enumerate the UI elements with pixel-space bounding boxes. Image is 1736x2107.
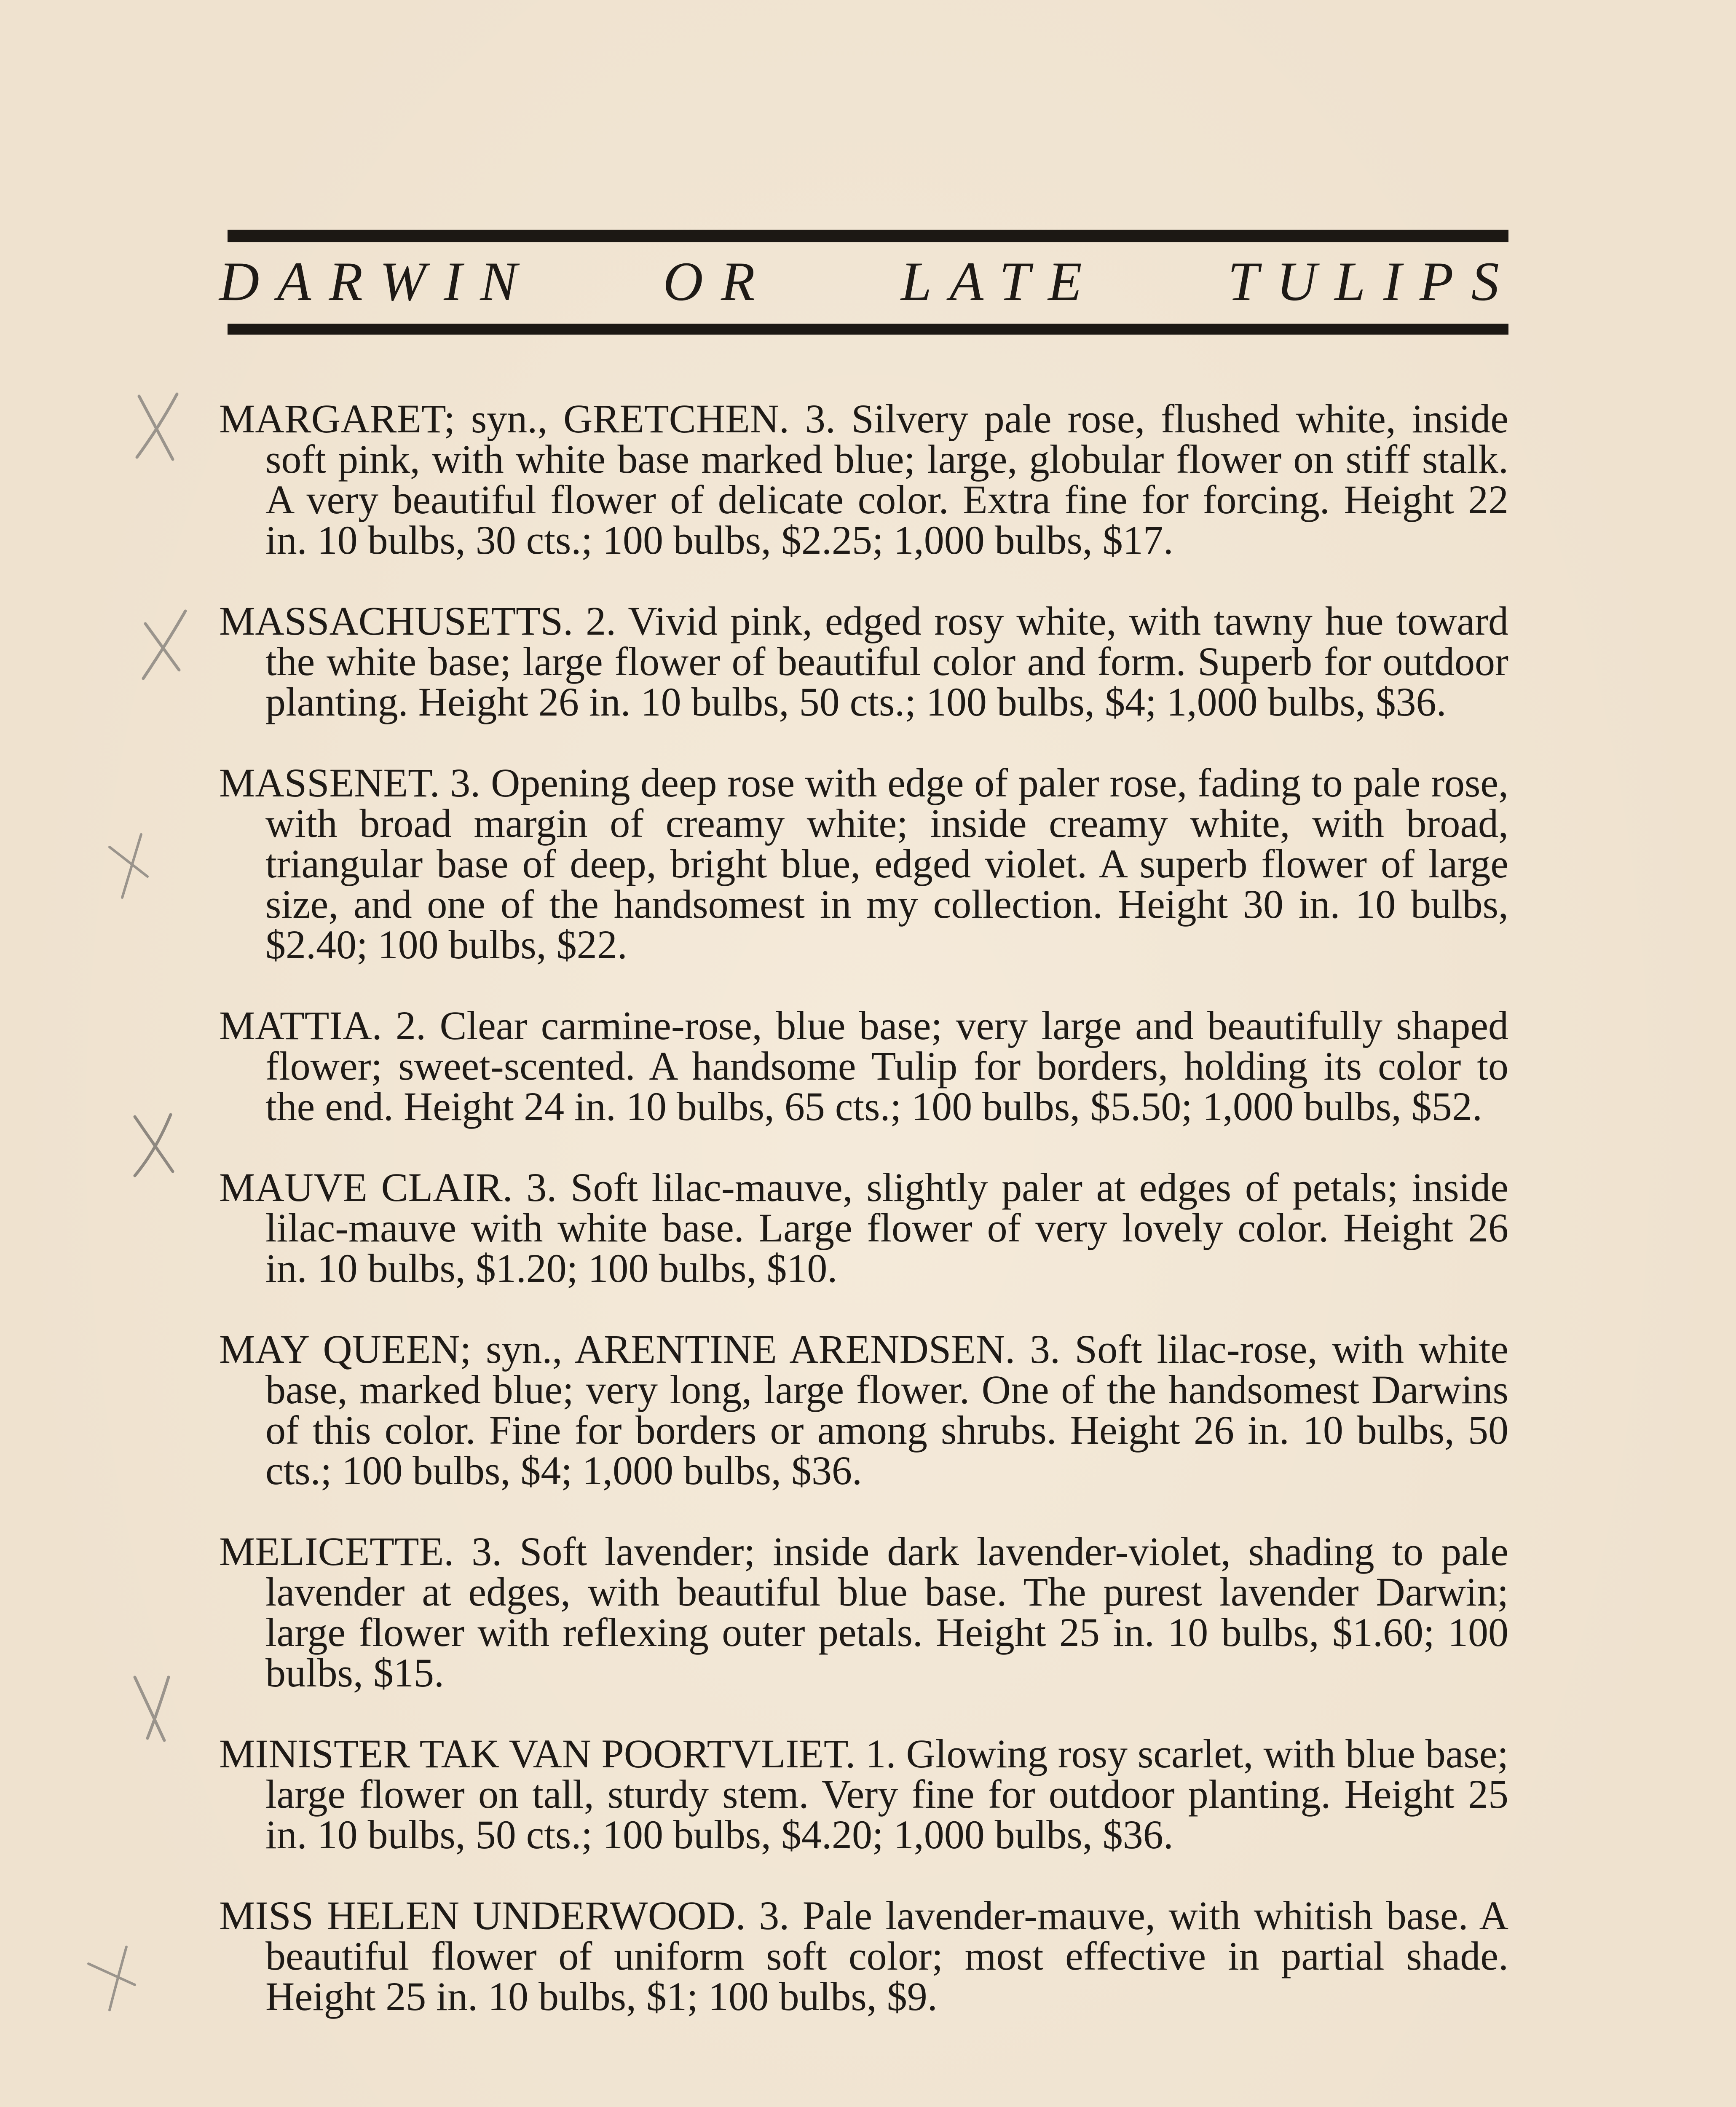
- pencil-x-mark: [122, 1104, 185, 1180]
- pencil-x-mark: [126, 388, 190, 464]
- tulip-entry: [219, 396, 1509, 563]
- variety-name: MELICETTE.: [219, 1529, 454, 1574]
- variety-description: 2. Clear carmine-rose, blue base; very large and beautifully shaped flower; sweet-scented. A handsome Tulip for borders, holding its color to the end. Height 24 in. 10 bulbs, 65 cts.; 100 bulbs, $5.50; 1,000 bulbs, $52.: [265, 1003, 1508, 1129]
- variety-name: MAUVE CLAIR.: [219, 1165, 513, 1210]
- variety-description: 3. Soft lilac-rose, with white base, marked blue; very long, large flower. One of the handsomest Darwins of this color. Fine for borders or among shrubs. Height 26 in. 10 bulbs, 50 cts.; 100 bulbs, $4; 1,000 bulbs, $36.: [265, 1327, 1508, 1493]
- variety-name: MAY QUEEN; syn., ARENTINE ARENDSEN.: [219, 1327, 1015, 1372]
- heading-word: LATE: [900, 250, 1100, 312]
- variety-description: 3. Soft lilac-mauve, slightly paler at edges of petals; inside lilac-mauve with white base. Large flower of very lovely color. Height 26 in. 10 bulbs, $1.20; 100 bulbs, $10.: [265, 1165, 1509, 1291]
- pencil-x-mark: [131, 607, 194, 683]
- tulip-entry: [219, 598, 1508, 724]
- pencil-x-mark: [80, 1938, 143, 2014]
- tulip-entry: [219, 1329, 1508, 1491]
- variety-name: MISS HELEN UNDERWOOD.: [219, 1893, 746, 1938]
- variety-name: MARGARET; syn., GRETCHEN.: [219, 396, 790, 441]
- variety-name: MINISTER TAK VAN POORTVLIET.: [219, 1731, 856, 1776]
- variety-description: 2. Vivid pink, edged rosy white, with tawny hue toward the white base; large flower of beautiful color and form. Superb for outdoor planting. Height 26 in. 10 bulbs, 50 cts.; 100 bulbs, $4; 1,000 bulbs, $36.: [265, 598, 1508, 724]
- pencil-x-mark: [122, 1669, 185, 1745]
- tulip-entry: [219, 1895, 1508, 2017]
- variety-name: MASSACHUSETTS.: [219, 598, 573, 643]
- tulip-entry: [219, 1531, 1508, 1693]
- tulip-entry: [219, 1005, 1508, 1127]
- page-heading: [219, 245, 1517, 317]
- header-rule-top: [228, 230, 1508, 242]
- heading-word: DARWIN: [219, 250, 535, 312]
- tulip-entry: [219, 1167, 1508, 1289]
- tulip-entry: [219, 760, 1508, 967]
- variety-description: 3. Pale lavender-mauve, with whitish base. A beautiful flower of uniform soft color; most effective in partial shade. Height 25 in. 10 bulbs, $1; 100 bulbs, $9.: [265, 1893, 1509, 2019]
- variety-description: 3. Soft lavender; inside dark lavender-violet, shading to pale lavender at edges, with beautiful blue base. The purest lavender Darwin; large flower with reflexing outer petals. Height 25 in. 10 bulbs, $1.60; 100 bulbs, $15.: [265, 1529, 1508, 1695]
- tulip-entry: [219, 1731, 1509, 1857]
- heading-word: OR: [663, 250, 773, 312]
- variety-description: 1. Glowing rosy scarlet, with blue base; large flower on tall, sturdy stem. Very fine for outdoor planting. Height 25 in. 10 bulbs, 50 cts.; 100 bulbs, $4.20; 1,000 bulbs, $36.: [265, 1731, 1509, 1857]
- variety-description: 3. Silvery pale rose, flushed white, inside soft pink, with white base marked blue; large, globular flower on stiff stalk. A very beautiful flower of delicate color. Extra fine for forcing. Height 22 in. 10 bulbs, 30 cts.; 100 bulbs, $2.25; 1,000 bulbs, $17.: [265, 396, 1509, 563]
- variety-name: MATTIA.: [219, 1003, 382, 1048]
- tulip-list: [219, 358, 1508, 2043]
- variety-name: MASSENET.: [219, 760, 440, 805]
- header-rule-bottom: [228, 324, 1508, 335]
- heading-word: TULIPS: [1227, 250, 1517, 312]
- pencil-x-mark: [97, 826, 160, 902]
- variety-description: 3. Opening deep rose with edge of paler rose, fading to pale rose, with broad margin of creamy white; inside creamy white, with broad, triangular base of deep, bright blue, edged violet. A superb flower of large size, and one of the handsomest in my collection. Height 30 in. 10 bulbs, $2.40; 100 bulbs, $22.: [265, 760, 1508, 967]
